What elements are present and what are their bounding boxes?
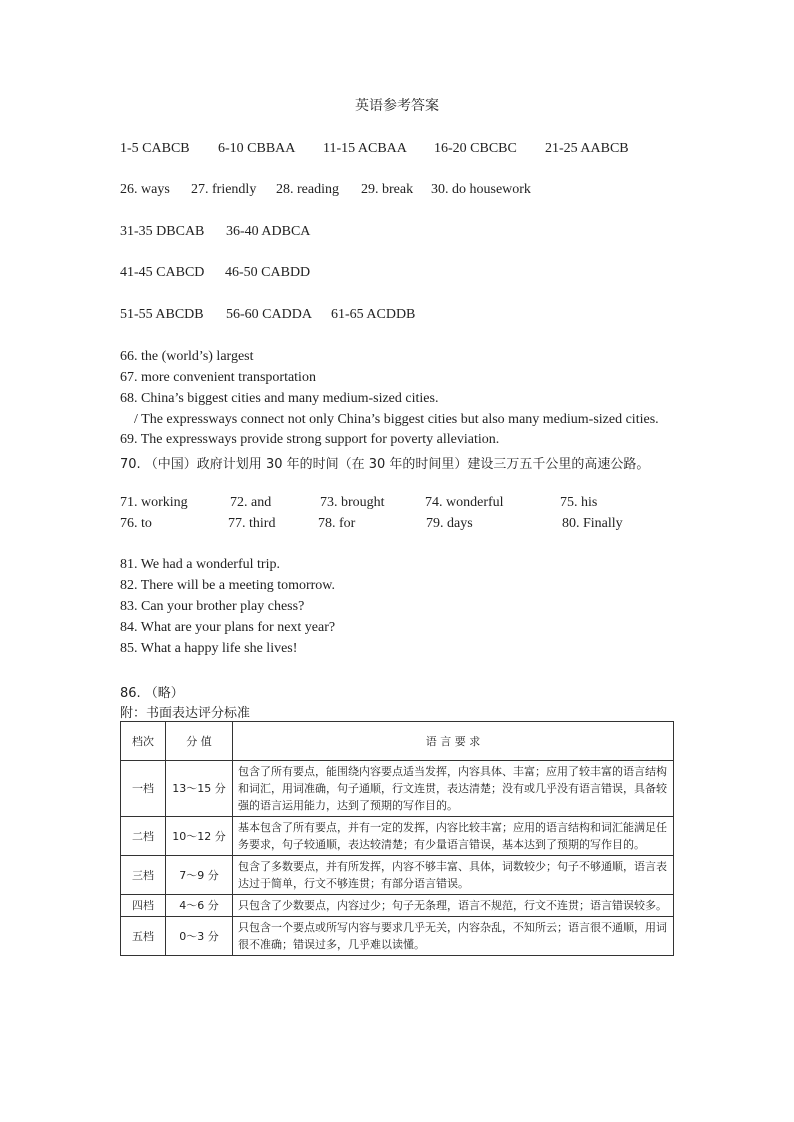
translation-answer: 70. （中国）政府计划用 30 年的时间（在 30 年的时间里）建设三万五千公里的高速公路。 — [120, 457, 650, 472]
answer-item: 72. and — [230, 495, 272, 510]
header-requirements: 语 言 要 求 — [233, 722, 674, 761]
answer-group: 1-5 CABCB — [120, 141, 190, 156]
answer-item: 26. ways — [120, 182, 170, 197]
answer-item: 73. brought — [320, 495, 385, 510]
answer-item: 28. reading — [276, 182, 339, 197]
answer-group: 31-35 DBCAB — [120, 224, 205, 239]
score-cell: 10～12 分 — [166, 817, 233, 856]
level-cell: 三档 — [121, 856, 166, 895]
sentence-answer: 82. There will be a meeting tomorrow. — [120, 578, 335, 593]
sentence-answer: 84. What are your plans for next year? — [120, 620, 336, 635]
table-row — [121, 917, 674, 956]
answer-group: 41-45 CABCD — [120, 265, 205, 280]
requirement-cell: 基本包含了所有要点，并有一定的发挥，内容比较丰富；应用的语言结构和词汇能满足任务要求，句子较通顺，表达较清楚；有少量语言错误，基本达到了预期的写作目的。 — [233, 817, 674, 856]
answer-group: 46-50 CABDD — [225, 265, 311, 280]
level-cell: 四档 — [121, 895, 166, 917]
reading-answer: / The expressways connect not only China’s biggest cities but also many medium-sized cities. — [134, 412, 659, 427]
table-row — [121, 817, 674, 856]
answer-item: 74. wonderful — [425, 495, 504, 510]
table-header-row — [121, 722, 674, 761]
table-row — [121, 761, 674, 817]
score-cell: 0～3 分 — [166, 917, 233, 956]
reading-answer: 66. the (world’s) largest — [120, 349, 254, 364]
reading-answer: 67. more convenient transportation — [120, 370, 316, 385]
score-cell: 4～6 分 — [166, 895, 233, 917]
answer-item: 71. working — [120, 495, 188, 510]
answer-group: 51-55 ABCDB — [120, 307, 204, 322]
sentence-answer: 83. Can your brother play chess? — [120, 599, 305, 614]
requirement-cell: 只包含了少数要点，内容过少；句子无条理，语言不规范，行文不连贯；语言错误较多。 — [233, 895, 674, 917]
answer-group: 11-15 ACBAA — [323, 141, 407, 156]
writing-grading-table — [120, 721, 674, 956]
level-cell: 二档 — [121, 817, 166, 856]
level-cell: 五档 — [121, 917, 166, 956]
answer-item: 79. days — [426, 516, 473, 531]
header-level: 档次 — [121, 722, 166, 761]
answer-group: 6-10 CBBAA — [218, 141, 296, 156]
answer-item: 75. his — [560, 495, 598, 510]
requirement-cell: 包含了多数要点，并有所发挥，内容不够丰富、具体，词数较少；句子不够通顺，语言表达过于简单，行文不够连贯；有部分语言错误。 — [233, 856, 674, 895]
sentence-answer: 85. What a happy life she lives! — [120, 641, 298, 656]
appendix-heading: 附：书面表达评分标准 — [120, 706, 251, 721]
answer-group: 61-65 ACDDB — [331, 307, 416, 322]
header-score: 分 值 — [166, 722, 233, 761]
score-cell: 13～15 分 — [166, 761, 233, 817]
requirement-cell: 只包含一个要点或所写内容与要求几乎无关，内容杂乱，不知所云；语言很不通顺，用词很不准确；错误过多，几乎难以读懂。 — [233, 917, 674, 956]
answer-item: 30. do housework — [431, 182, 531, 197]
answer-item: 80. Finally — [562, 516, 623, 531]
table-row — [121, 856, 674, 895]
answer-group: 36-40 ADBCA — [226, 224, 311, 239]
answer-item: 29. break — [361, 182, 414, 197]
answer-item: 76. to — [120, 516, 152, 531]
answer-group: 56-60 CADDA — [226, 307, 312, 322]
reading-answer: 68. China’s biggest cities and many medium-sized cities. — [120, 391, 439, 406]
level-cell: 一档 — [121, 761, 166, 817]
question-86: 86. （略） — [120, 686, 184, 701]
reading-answer: 69. The expressways provide strong support for poverty alleviation. — [120, 432, 500, 447]
score-cell: 7～9 分 — [166, 856, 233, 895]
requirement-cell: 包含了所有要点，能围绕内容要点适当发挥，内容具体、丰富；应用了较丰富的语言结构和词汇，用词准确，句子通顺，行文连贯，表达清楚；没有或几乎没有语言错误，具备较强的语言运用能力，达到了预期的写作目的。 — [233, 761, 674, 817]
answer-item: 78. for — [318, 516, 356, 531]
answer-group: 21-25 AABCB — [545, 141, 629, 156]
answer-item: 77. third — [228, 516, 276, 531]
table-row — [121, 895, 674, 917]
answer-item: 27. friendly — [191, 182, 257, 197]
page-title: 英语参考答案 — [355, 98, 439, 114]
answer-group: 16-20 CBCBC — [434, 141, 517, 156]
sentence-answer: 81. We had a wonderful trip. — [120, 557, 280, 572]
